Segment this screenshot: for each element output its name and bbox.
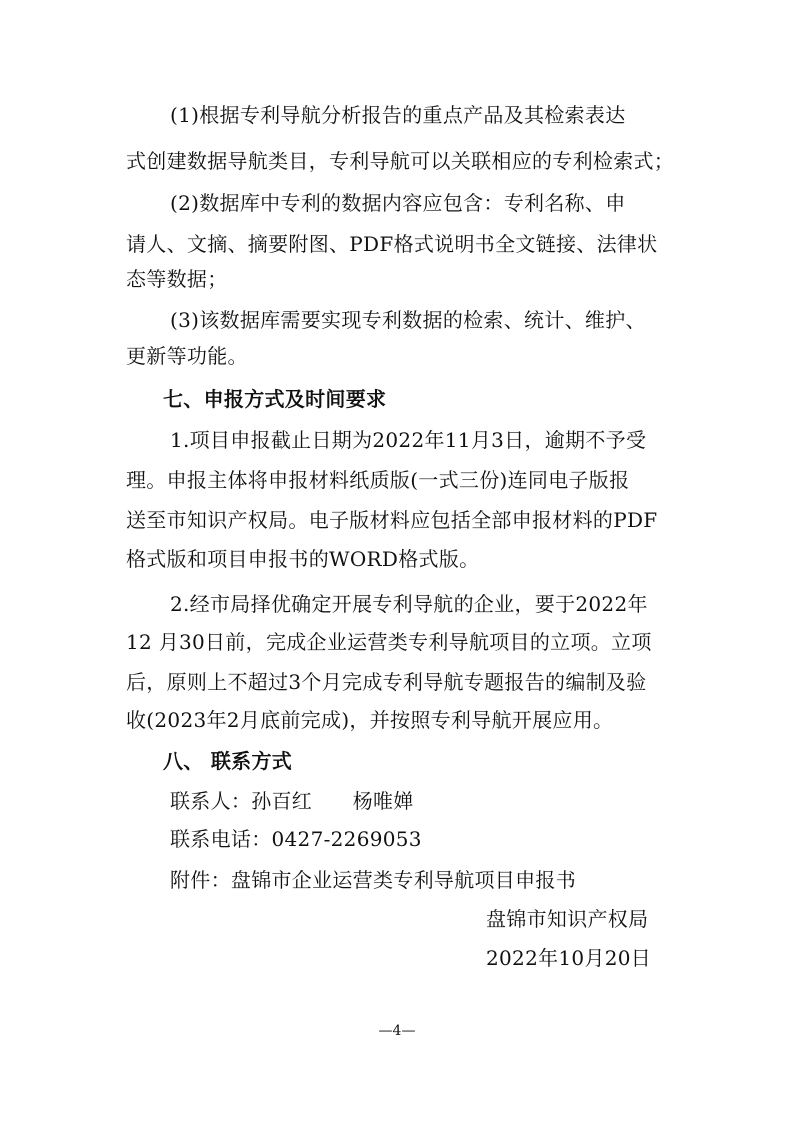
requirement-1-line-2: 式创建数据导航类目，专利导航可以关联相应的专利检索式；	[126, 149, 675, 173]
requirement-1-line-1: (1)根据专利导航分析报告的重点产品及其检索表达	[170, 103, 626, 127]
section-7-paragraph-1-line-4: 格式版和项目申报书的WORD格式版。	[126, 547, 480, 571]
requirement-2-line-3: 态等数据；	[126, 267, 228, 291]
signature-date: 2022年10月20日	[486, 946, 652, 970]
requirement-2-line-2: 请人、文摘、摘要附图、PDF格式说明书全文链接、法律状	[126, 232, 658, 256]
requirement-2-line-1: (2)数据库中专利的数据内容应包含：专利名称、申	[170, 191, 626, 215]
signature-organization: 盘锦市知识产权局	[486, 907, 649, 931]
section-7-paragraph-1-line-3: 送至市知识产权局。电子版材料应包括全部申报材料的PDF	[126, 508, 658, 532]
requirement-3-line-1: (3)该数据库需要实现专利数据的检索、统计、维护、	[170, 308, 646, 332]
section-7-paragraph-2-line-2: 12 月30日前，完成企业运营类专利导航项目的立项。立项	[126, 630, 652, 654]
contact-phone: 联系电话：0427-2269053	[170, 827, 422, 851]
section-7-paragraph-2-line-4: 收(2023年2月底前完成)，并按照专利导航开展应用。	[126, 708, 614, 732]
section-7-paragraph-2-line-3: 后，原则上不超过3个月完成专利导航专题报告的编制及验	[126, 670, 647, 694]
contact-persons: 联系人：孙百红 杨唯婵	[170, 789, 414, 813]
section-8-heading: 八、 联系方式	[163, 749, 293, 773]
section-7-paragraph-2-line-1: 2.经市局择优确定开展专利导航的企业，要于2022年	[170, 592, 648, 616]
attachment-line: 附件：盘锦市企业运营类专利导航项目申报书	[170, 868, 576, 892]
page-number: —4—	[378, 1023, 416, 1039]
section-7-paragraph-1-line-1: 1.项目申报截止日期为2022年11月3日，逾期不予受	[170, 428, 647, 452]
section-7-heading: 七、申报方式及时间要求	[163, 387, 387, 411]
section-7-paragraph-1-line-2: 理。申报主体将申报材料纸质版(一式三份)连同电子版报	[126, 468, 630, 492]
requirement-3-line-2: 更新等功能。	[126, 344, 248, 368]
